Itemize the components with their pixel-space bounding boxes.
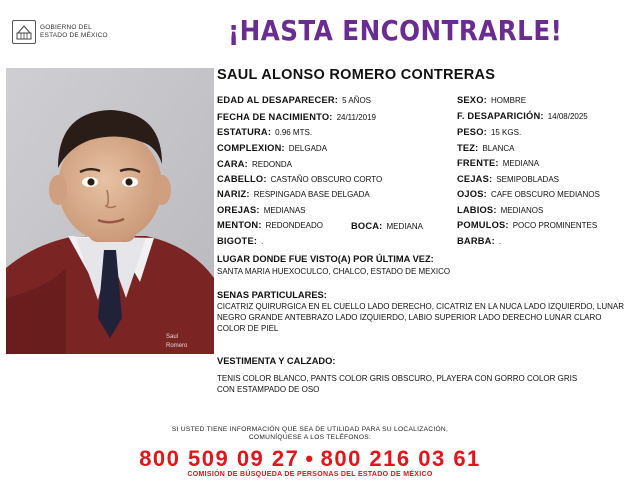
field-label: CABELLO: <box>217 174 267 184</box>
field-value: DELGADA <box>288 144 328 153</box>
field-value: MEDIANA <box>386 222 423 231</box>
field-value: . <box>261 237 264 246</box>
field-estatura <box>217 127 312 137</box>
phone-2: 800 216 03 61 <box>320 446 481 471</box>
field-menton <box>217 220 323 230</box>
field-label: F. DESAPARICIÓN: <box>457 111 544 121</box>
field-label: POMULOS: <box>457 220 509 230</box>
field-orejas <box>217 205 306 215</box>
field-ojos <box>457 189 600 199</box>
commission-name: COMISIÓN DE BÚSQUEDA DE PERSONAS DEL ESTADO DE MÉXICO <box>187 471 433 478</box>
field-value: RESPINGADA BASE DELGADA <box>253 190 370 199</box>
marks-text: CICATRIZ QUIRURGICA EN EL CUELLO LADO DERECHO, CICATRIZ EN LA NUCA LADO IZQUIERDO, LUNAR NEGRO GRANDE ANTEBRAZO LADO IZQUIERDO, LABIO SUPERIOR LADO DERECHO LUNAR CLARO COLOR DE PIEL <box>217 302 625 333</box>
field-nariz <box>217 189 370 199</box>
field-value: 0.96 MTS. <box>275 128 313 137</box>
field-value: BLANCA <box>482 144 515 153</box>
field-label: BIGOTE: <box>217 236 258 246</box>
uniform-text-1: Saul <box>166 334 179 340</box>
field-value: CASTAÑO OBSCURO CORTO <box>270 175 383 184</box>
field-label: OREJAS: <box>217 205 260 215</box>
field-value: REDONDEADO <box>265 221 323 230</box>
field-label: COMPLEXION: <box>217 143 285 153</box>
footer-note-line-2: COMUNÍQUESE A LOS TELÉFONOS: <box>248 434 372 441</box>
field-value: POCO PROMINENTES <box>512 221 598 230</box>
field-value: 15 KGS. <box>490 128 522 137</box>
clothing-title: VESTIMENTA Y CALZADO: <box>217 356 336 366</box>
field-boca <box>351 221 423 231</box>
marks-title: SENAS PARTICULARES: <box>217 290 327 300</box>
headline: ¡HASTA ENCONTRARLE! <box>228 14 563 47</box>
field-bigote <box>217 236 263 246</box>
field-label: CEJAS: <box>457 174 493 184</box>
field-label: ESTATURA: <box>217 127 272 137</box>
field-cabello <box>217 174 382 184</box>
field-peso <box>457 127 521 137</box>
field-label: EDAD AL DESAPARECER: <box>217 95 339 105</box>
clothing-text: TENIS COLOR BLANCO, PANTS COLOR GRIS OBSCURO, PLAYERA CON GORRO COLOR GRIS CON ESTAMPADO DE OSO <box>217 374 578 394</box>
person-name: SAUL ALONSO ROMERO CONTRERAS <box>217 67 496 83</box>
field-label: OJOS: <box>457 189 487 199</box>
field-label: PESO: <box>457 127 487 137</box>
field-label: BARBA: <box>457 236 495 246</box>
field-value: . <box>498 237 502 246</box>
government-logo <box>12 20 108 44</box>
field-sexo <box>457 95 526 105</box>
field-value: 24/11/2019 <box>336 113 377 122</box>
field-value: REDONDA <box>251 160 292 169</box>
phone-separator: • <box>305 446 315 471</box>
field-pomulos <box>457 220 597 230</box>
last-seen-title: LUGAR DONDE FUE VISTO(A) POR ÚLTIMA VEZ: <box>217 254 434 264</box>
field-label: BOCA: <box>351 221 383 231</box>
logo-line-2: ESTADO DE MÉXICO <box>40 32 108 39</box>
field-value: 5 AÑOS <box>342 96 371 105</box>
field-value: MEDIANAS <box>263 206 306 215</box>
field-complexion <box>217 143 327 153</box>
uniform-text-2: Romero <box>166 343 188 349</box>
field-value: MEDIANOS <box>500 206 544 215</box>
header <box>0 0 640 62</box>
field-edad <box>217 95 371 105</box>
field-label: FRENTE: <box>457 158 499 168</box>
field-value: CAFE OBSCURO MEDIANOS <box>490 190 600 199</box>
missing-person-photo <box>6 68 214 354</box>
field-label: TEZ: <box>457 143 479 153</box>
field-label: CARA: <box>217 159 248 169</box>
phone-1: 800 509 09 27 <box>139 446 300 471</box>
field-label: MENTON: <box>217 220 262 230</box>
field-value: MEDIANA <box>502 159 540 168</box>
field-label: LABIOS: <box>457 205 497 215</box>
field-frente <box>457 158 539 168</box>
field-value: HOMBRE <box>490 96 527 105</box>
field-label: NARIZ: <box>217 189 250 199</box>
field-fecha-nacimiento <box>217 112 376 122</box>
field-barba <box>457 236 501 246</box>
field-label: SEXO: <box>457 95 487 105</box>
field-value: SEMIPOBLADAS <box>496 175 559 184</box>
field-cejas <box>457 174 559 184</box>
state-emblem-icon <box>12 20 36 44</box>
field-label: FECHA DE NACIMIENTO: <box>217 112 333 122</box>
field-labios <box>457 205 543 215</box>
field-cara <box>217 159 292 169</box>
footer-note-line-1: SI USTED TIENE INFORMACIÓN QUE SEA DE UTILIDAD PARA SU LOCALIZACIÓN, <box>171 426 449 433</box>
field-fecha-desaparicion <box>457 111 588 121</box>
phone-numbers <box>0 446 620 472</box>
field-value: 14/08/2025 <box>547 112 588 121</box>
logo-line-1: GOBIERNO DEL <box>40 24 92 31</box>
last-seen-text: SANTA MARIA HUEXOCULCO, CHALCO, ESTADO DE MEXICO <box>217 267 451 276</box>
field-tez <box>457 143 514 153</box>
